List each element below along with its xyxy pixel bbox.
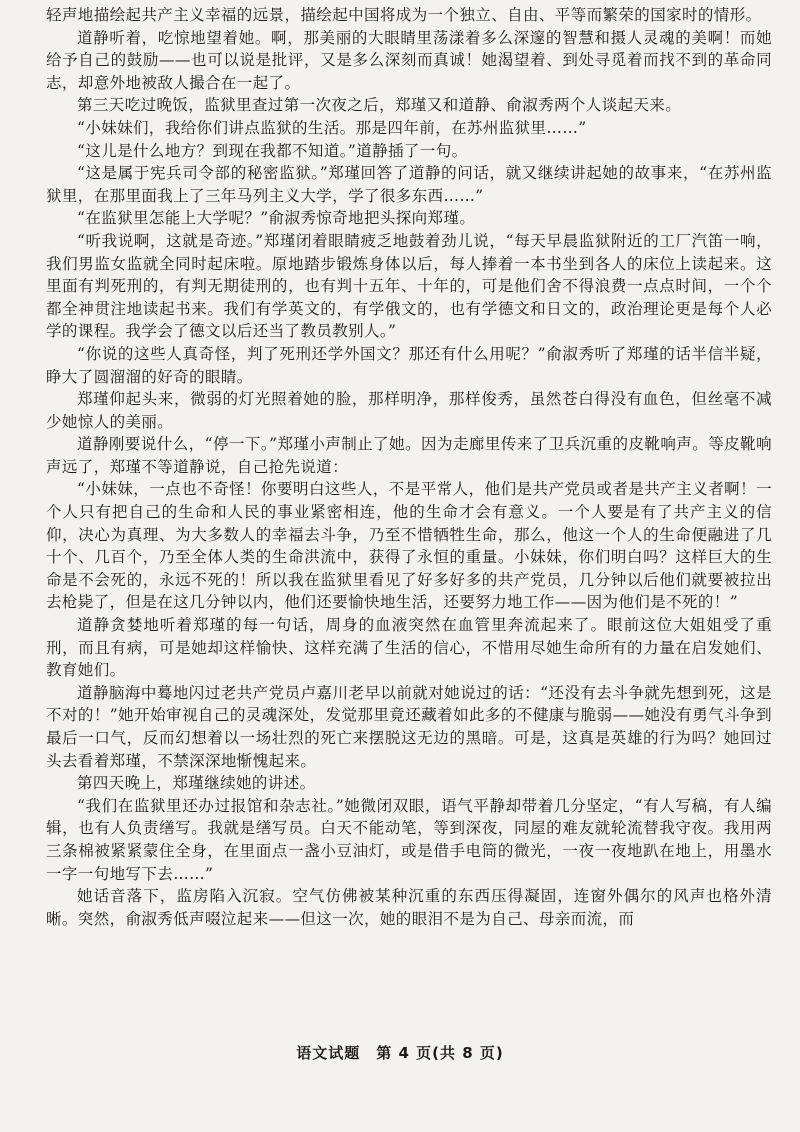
paragraph: “在监狱里怎能上大学呢？”俞淑秀惊奇地把头探向郑瑾。 bbox=[77, 209, 476, 228]
paragraph: 郑瑾仰起头来，微弱的灯光照着她的脸，那样明净，那样俊秀，虽然苍白得没有血色，但丝毫不减少她惊人的美丽。 bbox=[46, 390, 772, 431]
paragraph: 第四天晚上，郑瑾继续她的讲述。 bbox=[77, 774, 316, 793]
paragraph: “小妹妹们，我给你们讲点监狱的生活。那是四年前，在苏州监狱里……” bbox=[77, 118, 587, 137]
paragraph: 第三天吃过晚饭，监狱里查过第一次夜之后，郑瑾又和道静、俞淑秀两个人谈起天来。 bbox=[77, 96, 682, 115]
paragraph: 道静刚要说什么，“停一下。”郑瑾小声制止了她。因为走廊里传来了卫兵沉重的皮靴响声。等皮靴响声远了，郑瑾不等道静说，自己抢先说道： bbox=[46, 435, 772, 476]
paragraph: “我们在监狱里还办过报馆和杂志社。”她微闭双眼，语气平静却带着几分坚定，“有人写稿，有人编辑，也有人负责缮写。我就是缮写员。白天不能动笔，等到深夜，同屋的难友就轮流替我守夜。我用两三条棉被紧紧蒙住全身，在里面点一盏小豆油灯，或是借手电筒的微光，一夜一夜地趴在地上，用墨水一字一句地写下去……” bbox=[46, 796, 772, 883]
paragraph: 她话音落下，监房陷入沉寂。空气仿佛被某种沉重的东西压得凝固，连窗外偶尔的风声也格外清晰。突然，俞淑秀低声啜泣起来——但这一次，她的眼泪不是为自己、母亲而流，而 bbox=[46, 887, 772, 928]
paragraph: “小妹妹，一点也不奇怪！你要明白这些人，不是平常人，他们是共产党员或者是共产主义者啊！一个人只有把自己的生命和人民的事业紧密相连，他的生命才会有意义。一个人要是有了共产主义的信仰，决心为真理、为大多数人的幸福去斗争，乃至不惜牺牲生命，那么，他这一个人的生命便融进了几十个、几百个，乃至全体人类的生命洪流中，获得了永恒的重量。小妹妹，你们明白吗？这样巨大的生命是不会死的，永远不死的！所以我在监狱里看见了好多好多的共产党员，几分钟以后他们就要被拉出去枪毙了，但是在这几分钟以内，他们还要愉快地生活，还要努力地工作——因为他们是不死的！” bbox=[46, 480, 772, 612]
paragraph: “你说的这些人真奇怪，判了死刑还学外国文？那还有什么用呢？”俞淑秀听了郑瑾的话半信半疑，睁大了圆溜溜的好奇的眼睛。 bbox=[46, 344, 772, 386]
paragraph: 轻声地描绘起共产主义幸福的远景，描绘起中国将成为一个独立、自由、平等而繁荣的国家时的情形。 bbox=[46, 6, 762, 24]
passage-body bbox=[46, 4, 772, 930]
paragraph: “听我说啊，这就是奇迹。”郑瑾闭着眼睛疲乏地鼓着劲儿说，“每天早晨监狱附近的工厂汽笛一响，我们男监女监就全同时起床啦。原地踏步锻炼身体以后，每人捧着一本书坐到各人的床位上读起来。这里面有判死刑的，有判无期徒刑的，也有判十五年、十年的，可是他们舍不得浪费一点点时间，一个个都全神贯注地读起书来。我们有学英文的，有学俄文的，也有学德文和日文的，政治理论更是每个人必学的课程。我学会了德文以后还当了教员教别人。” bbox=[46, 231, 772, 341]
paragraph: 道静贪婪地听着郑瑾的每一句话，周身的血液突然在血管里奔流起来了。眼前这位大姐姐受了重刑，而且有病，可是她却这样愉快、这样充满了生活的信心，不惜用尽她生命所有的力量在启发她们、教育她们。 bbox=[46, 616, 772, 680]
paragraph: 道静脑海中蓦地闪过老共产党员卢嘉川老早以前就对她说过的话：“还没有去斗争就先想到死，这是不对的！”她开始审视自己的灵魂深处，发觉那里竟还藏着如此多的不健康与脆弱——她没有勇气斗争到最后一口气，反而幻想着以一场壮烈的死亡来摆脱这无边的黑暗。可是，这真是英雄的行为吗？她回过头去看着郑瑾，不禁深深地惭愧起来。 bbox=[46, 683, 772, 770]
paragraph: “这儿是什么地方？到现在我都不知道。”道静插了一句。 bbox=[77, 141, 468, 160]
page-footer: 语文试题 第 4 页(共 8 页) bbox=[296, 1044, 504, 1062]
paragraph: “这是属于宪兵司令部的秘密监狱。”郑瑾回答了道静的问话，就又继续讲起她的故事来，“在苏州监狱里，在那里面我上了三年马列主义大学，学了很多东西……” bbox=[46, 164, 772, 205]
paragraph: 道静听着，吃惊地望着她。啊，那美丽的大眼睛里荡漾着多么深邃的智慧和摄人灵魂的美啊！而她给予自己的鼓励——也可以说是批评，又是多么深刻而真诚！她渴望着、到处寻觅着而找不到的革命同志，却意外地被敌人撮合在一起了。 bbox=[46, 28, 772, 92]
